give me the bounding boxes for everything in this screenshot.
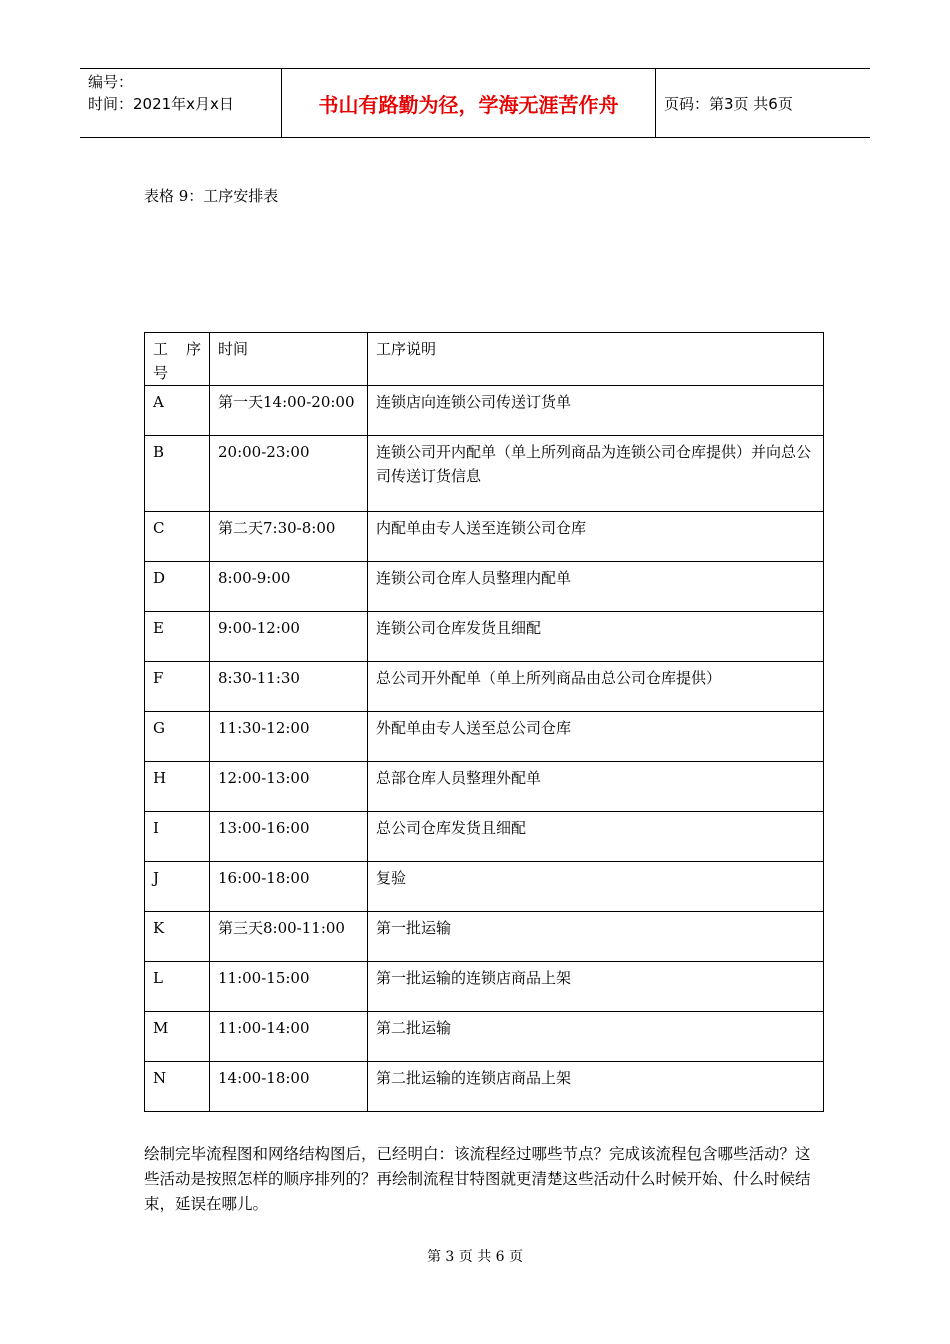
row-time-cell: 13:00-16:00: [210, 812, 368, 862]
row-id-cell: A: [145, 386, 210, 436]
row-time-cell: 9:00-12:00: [210, 612, 368, 662]
row-id-cell: G: [145, 712, 210, 762]
header-cell-seq: [145, 333, 210, 386]
table-row: [145, 862, 824, 912]
table-row: [145, 436, 824, 512]
table-header-row: [145, 333, 824, 386]
row-desc-cell: 连锁公司仓库发货且细配: [368, 612, 824, 662]
row-desc-cell: 第二批运输: [368, 1012, 824, 1062]
header-meta: [88, 71, 278, 115]
row-id-cell: E: [145, 612, 210, 662]
row-desc-cell: 连锁公司仓库人员整理内配单: [368, 562, 824, 612]
row-time-cell: 第一天14:00-20:00: [210, 386, 368, 436]
table-row: [145, 1062, 824, 1112]
row-id-cell: N: [145, 1062, 210, 1112]
row-id-cell: B: [145, 436, 210, 512]
table-row: [145, 512, 824, 562]
row-time-cell: 20:00-23:00: [210, 436, 368, 512]
header-seq-a: 工: [153, 340, 169, 358]
row-desc-cell: 连锁店向连锁公司传送订货单: [368, 386, 824, 436]
header-cell-time: 时间: [210, 333, 368, 386]
table-row: [145, 812, 824, 862]
header-seq-c: 号: [153, 364, 169, 382]
process-table: [144, 332, 824, 1112]
row-time-cell: 11:00-15:00: [210, 962, 368, 1012]
row-id-cell: M: [145, 1012, 210, 1062]
date-label: 时间：2021年x月x日: [88, 95, 234, 113]
table-row: [145, 662, 824, 712]
row-time-cell: 8:30-11:30: [210, 662, 368, 712]
row-desc-cell: 总部仓库人员整理外配单: [368, 762, 824, 812]
row-id-cell: I: [145, 812, 210, 862]
page-header: [80, 68, 870, 138]
row-id-cell: F: [145, 662, 210, 712]
row-desc-cell: 内配单由专人送至连锁公司仓库: [368, 512, 824, 562]
row-id-cell: J: [145, 862, 210, 912]
header-cell-desc: 工序说明: [368, 333, 824, 386]
header-page-label: 页码：第3页 共6页: [664, 95, 793, 113]
row-desc-cell: 总公司开外配单（单上所列商品由总公司仓库提供）: [368, 662, 824, 712]
row-time-cell: 11:00-14:00: [210, 1012, 368, 1062]
row-desc-cell: 外配单由专人送至总公司仓库: [368, 712, 824, 762]
table-row: [145, 912, 824, 962]
table-row: [145, 962, 824, 1012]
row-time-cell: 16:00-18:00: [210, 862, 368, 912]
row-desc-cell: 复验: [368, 862, 824, 912]
row-desc-cell: 总公司仓库发货且细配: [368, 812, 824, 862]
row-id-cell: K: [145, 912, 210, 962]
row-desc-cell: 连锁公司开内配单（单上所列商品为连锁公司仓库提供）并向总公司传送订货信息: [368, 436, 824, 512]
number-label: 编号：: [88, 73, 134, 91]
header-motto: 书山有路勤为径，学海无涯苦作舟: [281, 69, 656, 137]
row-time-cell: 14:00-18:00: [210, 1062, 368, 1112]
row-desc-cell: 第二批运输的连锁店商品上架: [368, 1062, 824, 1112]
row-time-cell: 8:00-9:00: [210, 562, 368, 612]
table-row: [145, 386, 824, 436]
row-id-cell: H: [145, 762, 210, 812]
table-row: [145, 612, 824, 662]
table-row: [145, 1012, 824, 1062]
row-desc-cell: 第一批运输: [368, 912, 824, 962]
header-seq-b: 序: [185, 340, 201, 358]
row-id-cell: C: [145, 512, 210, 562]
table-row: [145, 712, 824, 762]
table-row: [145, 762, 824, 812]
row-time-cell: 11:30-12:00: [210, 712, 368, 762]
row-id-cell: L: [145, 962, 210, 1012]
page-footer: 第 3 页 共 6 页: [426, 1249, 524, 1265]
row-desc-cell: 第一批运输的连锁店商品上架: [368, 962, 824, 1012]
row-id-cell: D: [145, 562, 210, 612]
body-paragraph: 绘制完毕流程图和网络结构图后，已经明白：该流程经过哪些节点？完成该流程包含哪些活动？这些活动是按照怎样的顺序排列的？再绘制流程甘特图就更清楚这些活动什么时候开始、什么时候结束，延误在哪儿。: [144, 1145, 811, 1213]
row-time-cell: 第二天7:30-8:00: [210, 512, 368, 562]
row-time-cell: 第三天8:00-11:00: [210, 912, 368, 962]
table-caption: 表格 9：工序安排表: [144, 187, 279, 205]
row-time-cell: 12:00-13:00: [210, 762, 368, 812]
table-row: [145, 562, 824, 612]
